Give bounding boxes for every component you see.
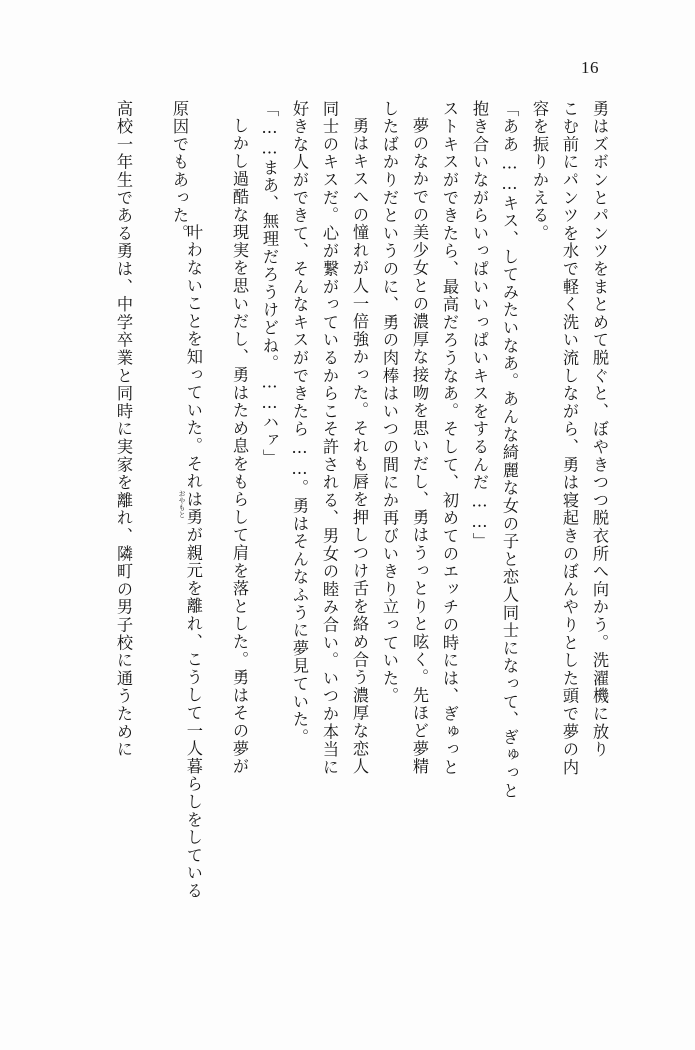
text-line: 「ああ……キス、してみたいなあ。あんな綺麗な女の子と恋人同士になって、ぎゅっと bbox=[500, 100, 519, 800]
text-line: 容を振りかえる。 bbox=[530, 100, 549, 243]
page-number: 16 bbox=[581, 58, 599, 77]
text-line: 勇はズボンとパンツをまとめて脱ぐと、ぼやきつつ脱衣所へ向かう。洗濯機に放り bbox=[590, 100, 609, 759]
text-line: 夢のなかでの美少女との濃厚な接吻を思いだし、勇はうっとりと呟く。先ほど夢精 bbox=[410, 117, 429, 776]
text-line: 同士のキスだ。心が繋がっているからこそ許される、男女の睦み合い。いつか本当に bbox=[320, 100, 339, 777]
text-line: したばかりだというのに、勇の肉棒はいつの間にか再びいきり立っていた。 bbox=[380, 100, 399, 706]
text-line-text: 叶わないことを知っていた。それは勇が親元を離れ、こうして一人暮らしをしている bbox=[183, 223, 203, 901]
text-line: しかし過酷な現実を思いだし、勇はため息をもらして肩を落とした。勇はその夢が bbox=[230, 117, 249, 776]
text-line: 高校一年生である勇は、中学卒業と同時に実家を離れ、隣町の男子校に通うために bbox=[114, 100, 133, 759]
text-line: 抱き合いながらいっぱいいっぱいキスをするんだ……」 bbox=[470, 100, 489, 551]
text-line: 勇はキスへの憧れが人一倍強かった。それも唇を押しつけ舌を絡め合う濃厚な恋人 bbox=[350, 117, 369, 776]
text-line: 「……まあ、無理だろうけどね。……ハァ」 bbox=[260, 100, 279, 468]
text-line: こむ前にパンツを水で軽く洗い流しながら、勇は寝起きのぼんやりとした頭で夢の内 bbox=[560, 100, 579, 777]
text-line: 好きな人ができて、そんなキスができたら……。勇はそんなふうに夢見ていた。 bbox=[290, 100, 309, 747]
vertical-text-body bbox=[56, 100, 607, 980]
text-line: ストキスができたら、最高だろうなあ。そして、初めてのエッチの時には、ぎゅっと bbox=[440, 100, 459, 777]
text-line: 原因でもあった。 bbox=[170, 100, 189, 243]
ruby-reading: おやもと bbox=[178, 490, 186, 518]
